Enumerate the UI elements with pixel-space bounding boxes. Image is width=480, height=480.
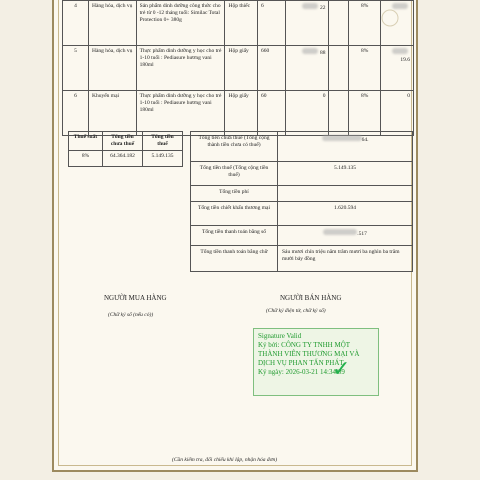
item-stt: 6 [63, 91, 89, 136]
item-qty: 60 [257, 91, 285, 136]
table-row [63, 46, 414, 91]
item-unit: Hộp thiếc [225, 1, 258, 46]
item-name: Sản phẩm dinh dưỡng công thức cho trẻ từ 0 -12 tháng tuổi: Similac Total Protection 0+ 380g [136, 1, 225, 46]
tax-rate-table [68, 131, 183, 167]
item-price [286, 1, 329, 46]
item-price: 0 [286, 91, 329, 136]
digital-signature-box[interactable] [253, 328, 379, 396]
total-fee-label: Tổng tiền phí [191, 186, 278, 202]
item-price-text: 88 [319, 50, 326, 56]
item-price [286, 46, 329, 91]
item-type: Khuyến mại [89, 91, 137, 136]
line-items-table [62, 0, 414, 136]
item-type: Hàng hóa, dịch vụ [89, 46, 137, 91]
footer-note: (Cần kiểm tra, đối chiếu khi lập, nhận hóa đơn) [172, 457, 278, 463]
item-amount: 0 [381, 91, 414, 136]
signature-signed-by: Ký bởi: CÔNG TY TNHH MỘT THÀNH VIÊN THƯƠNG MẠI VÀ DỊCH VỤ PHAN TẤN PHÁT [258, 341, 360, 367]
tax-amount-value: 5.149.135 [143, 151, 183, 167]
total-discount-label: Tổng tiền chiết khấu thương mại [191, 202, 278, 226]
item-qty: 6 [257, 1, 285, 46]
signature-check-icon: ✓ [332, 357, 351, 382]
total-tax-value: 5.149.135 [278, 162, 413, 186]
buyer-title: NGƯỜI MUA HÀNG [104, 294, 167, 302]
item-qty: 660 [257, 46, 285, 91]
item-amount [381, 1, 414, 46]
item-amount-text: 19.6 [400, 57, 410, 63]
item-unit: Hộp giấy [225, 91, 258, 136]
buyer-note: (Chữ ký số (nếu có)) [108, 312, 154, 318]
item-blank [329, 46, 349, 91]
total-payment-number-value: .517 [357, 231, 367, 237]
table-row [63, 1, 414, 46]
total-discount-value: 1.620.594 [278, 202, 413, 226]
total-payment-words-label: Tổng tiền thanh toán bằng chữ [191, 246, 278, 272]
total-tax-label: Tổng tiền thuế (Tổng cộng tiền thuế) [191, 162, 278, 186]
tax-header-tax: Tổng tiền thuế [143, 132, 183, 151]
total-payment-words-value: Sáu mươi chín triệu năm trăm mươi ba nghìn ba trăm mười bảy đồng [278, 246, 413, 272]
item-blank [329, 1, 349, 46]
tax-pretax-value: 64.364.182 [103, 151, 143, 167]
tax-header-pretax: Tổng tiền chưa thuế [103, 132, 143, 151]
item-amount [381, 46, 414, 91]
item-blank [329, 91, 349, 136]
item-stt: 4 [63, 1, 89, 46]
signature-signed-date: Ký ngày: 2026-03-21 14:34:09 [258, 368, 345, 376]
table-row [63, 91, 414, 136]
item-vat: 8% [348, 1, 381, 46]
tax-header-rate: Thuế suất [69, 132, 103, 151]
total-pretax-value: 64. [361, 137, 369, 143]
totals-table [190, 131, 413, 272]
seller-title: NGƯỜI BÁN HÀNG [280, 294, 342, 302]
item-unit: Hộp giấy [225, 46, 258, 91]
tax-rate-value: 8% [69, 151, 103, 167]
item-name: Thực phẩm dinh dưỡng y học cho trẻ 1-10 tuổi : Pediasure hương vani 180ml [136, 91, 225, 136]
item-vat: 8% [348, 46, 381, 91]
item-vat: 8% [348, 91, 381, 136]
item-type: Hàng hóa, dịch vụ [89, 1, 137, 46]
seller-note: (Chữ ký điện tử, chữ ký số) [266, 308, 326, 314]
item-price-text: 22 [319, 5, 326, 11]
total-pretax-label: Tổng tiền chưa thuế (Tổng cộng thành tiền chưa có thuế) [191, 132, 278, 162]
item-name: Thực phẩm dinh dưỡng y học cho trẻ 1-10 tuổi : Pediasure hương vani 180ml [136, 46, 225, 91]
total-payment-number-label: Tổng tiền thanh toán bằng số [191, 226, 278, 246]
signature-valid-label: Signature Valid [258, 332, 302, 340]
item-stt: 5 [63, 46, 89, 91]
total-fee-value [278, 186, 413, 202]
